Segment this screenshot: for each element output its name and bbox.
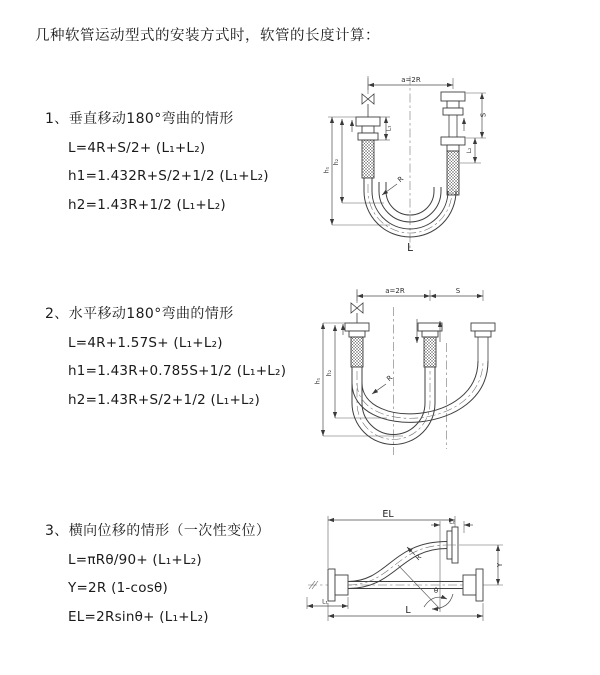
dim-label-r: R [396, 174, 406, 185]
section-2-formula-h1: h1=1.43R+0.785S+1/2 (L₁+L₂) [68, 363, 287, 379]
section-1-heading: 1、垂直移动180°弯曲的情形 [45, 111, 234, 127]
section-1-formula-h2: h2=1.43R+1/2 (L₁+L₂) [68, 196, 226, 213]
dim-h1 [324, 117, 391, 225]
valve-icon [362, 76, 374, 117]
dim-label-s: S [479, 112, 488, 118]
valve-icon [351, 289, 363, 323]
diagram-lateral-displacement [300, 505, 595, 655]
dim-a2r [368, 76, 453, 90]
radius-callout [398, 547, 440, 609]
page-title: 几种软管运动型式的安装方式时，软管的长度计算： [35, 28, 380, 44]
dim-label-h2: h₂ [326, 369, 333, 377]
dim-label-el: EL [382, 509, 394, 520]
diagram-vertical-bend [318, 70, 588, 255]
dim-label-h1: h₁ [314, 377, 322, 385]
dim-label-y: Y [496, 562, 504, 568]
dim-label-h1: h₁ [323, 166, 331, 174]
hose-end-right [463, 569, 483, 601]
dim-el [328, 509, 455, 568]
section-2-heading: 2、水平移动180°弯曲的情形 [45, 306, 234, 322]
dim-l [328, 603, 483, 621]
braided-hose-section [447, 151, 459, 195]
hose-end-left [345, 323, 369, 367]
dim-label-l1: L₁ [385, 125, 393, 132]
dim-label-a2r: a=2R [401, 76, 421, 84]
radius-callout [382, 175, 405, 195]
dim-label-l2: L₂ [449, 518, 455, 526]
dim-h2 [333, 119, 384, 203]
dim-label-l2: L₂ [466, 147, 473, 154]
section-1-formula-L: L=4R+S/2+ (L₁+L₂) [68, 139, 206, 156]
diagram-horizontal-bend [315, 283, 587, 461]
hose-end-right [441, 92, 465, 195]
hose-end-displaced [447, 527, 460, 563]
braided-hose-section [424, 337, 436, 367]
angle-theta [424, 587, 453, 609]
hose-end-middle [418, 323, 442, 367]
dim-label-a2r: a=2R [385, 287, 405, 295]
section-3-formula-Y: Y=2R (1-cosθ) [68, 580, 169, 596]
braided-hose-section [362, 140, 374, 178]
dim-label-r: R [385, 373, 395, 384]
section-2-formula-h2: h2=1.43R+S/2+1/2 (L₁+L₂) [68, 391, 260, 408]
dim-s [430, 287, 483, 296]
hose-end-left [356, 117, 380, 178]
section-1-formula-h1: h1=1.432R+S/2+1/2 (L₁+L₂) [68, 168, 269, 184]
dim-label-theta: θ [433, 587, 439, 595]
dim-a2r [357, 287, 483, 301]
section-lateral-displacement [45, 517, 270, 631]
section-horizontal-bend [45, 300, 286, 414]
hose-end-right [471, 323, 495, 361]
dim-label-l: L [405, 605, 411, 616]
braided-hose-section [351, 337, 363, 367]
dim-label-l: L [407, 242, 413, 254]
dim-l1 [307, 597, 348, 609]
hose-end-left [328, 569, 348, 601]
radius-callout [372, 374, 394, 394]
section-3-heading: 3、横向位移的情形（一次性变位） [45, 523, 271, 539]
hose-curves [352, 361, 488, 445]
section-vertical-bend [45, 105, 269, 219]
dim-s [466, 93, 488, 138]
dim-label-r: R [414, 553, 424, 563]
section-3-formula-L: L=πRθ/90+ (L₁+L₂) [68, 551, 202, 568]
dim-label-h2: h₂ [333, 158, 340, 166]
dim-label-l1: L₁ [322, 598, 328, 606]
section-2-formula-L: L=4R+1.57S+ (L₁+L₂) [68, 334, 223, 351]
section-3-formula-EL: EL=2Rsinθ+ (L₁+L₂) [68, 608, 209, 625]
dim-label-s: S [455, 287, 461, 295]
